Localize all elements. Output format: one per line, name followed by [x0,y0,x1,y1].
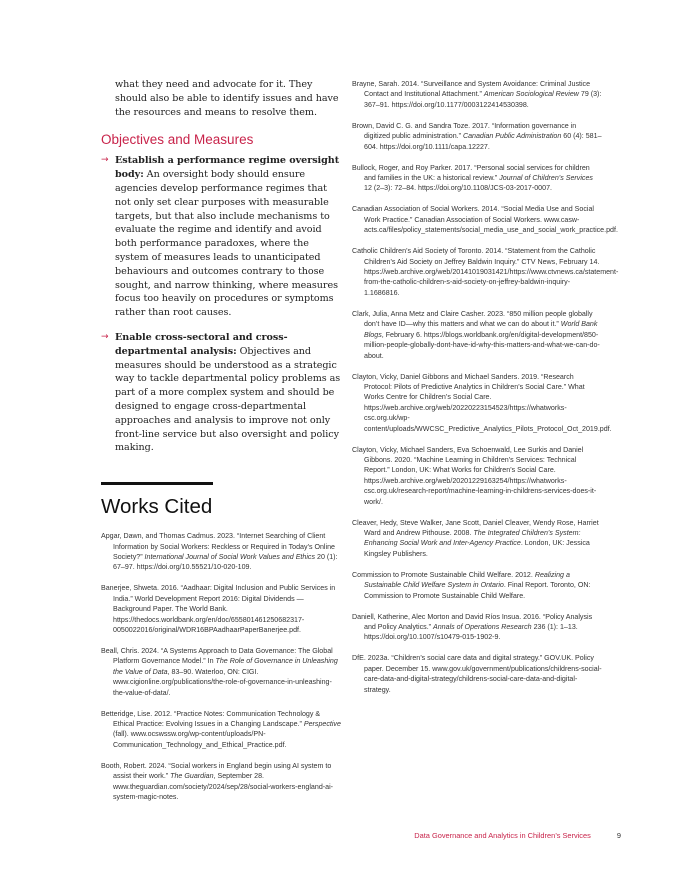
reference-item [352,121,602,152]
bullet-title: Enable cross-sectoral and cross-departmental analysis: [115,331,288,357]
objectives-heading: Objectives and Measures [101,132,254,148]
ref-italic: World Bank Blogs [364,320,598,339]
objective-bullet [101,154,341,320]
reference-item [352,309,602,361]
reference-item [101,583,341,635]
ref-text: DfE. 2023a. “Children’s social care data and digital strategy.” GOV.UK. Policy paper. December 15. www.gov.uk/government/publications/childrens-social-care-data-and-digital-strategy/childrens-social-care-data-and-digital-strategy. [352,654,602,694]
arrow-right-icon: → [101,155,109,166]
ref-italic: The Guardian [170,772,214,781]
right-column [352,79,619,706]
ref-text: Cleaver, Hedy, Steve Walker, Jane Scott, Daniel Cleaver, Wendy Rose, Harriet Ward and Andrew Pithouse. 2008. [352,518,599,537]
reference-item [352,79,602,110]
ref-text: Clark, Julia, Anna Metz and Claire Casher. 2023. “850 million people globally don’t have ID—why this matters and what we can do about it.” [352,309,593,329]
left-column [101,78,341,813]
ref-italic: Realizing a Sustainable Child Welfare System in Ontario [364,570,570,590]
ref-text: Booth, Robert. 2024. “Social workers in England begin using AI system to assist their work.” [101,761,332,781]
bullet-title: Establish a performance regime oversight body: [115,155,340,181]
reference-item [352,246,619,298]
reference-item [101,646,341,698]
ref-text: Daniell, Katherine, Alec Morton and David Ríos Insua. 2016. “Policy Analysis and Policy Analytics.” [352,612,593,631]
ref-italic: Perspective [303,720,341,728]
reference-item [352,612,602,643]
ref-italic: International Journal of Social Work Values and Ethics [144,552,316,561]
ref-italic: Annals of Operations Research [433,623,532,631]
objective-bullet [101,331,341,455]
reference-item [352,372,612,434]
page-number: 9 [616,831,621,840]
ref-text: Commission to Promote Sustainable Child Welfare. 2012. [352,570,535,579]
ref-text: 236 (1): 1–13. https://doi.org/10.1007/s10479-015-1902-9. [364,623,578,642]
arrow-right-icon: → [101,331,109,342]
bullet-text: Objectives and measures should be understood as a strategic way to tackle departmental policy problems as part of a more complex system and should be designed to engage cross-departmental approaches and analysis to improve not only front-line service but also oversight and policy making. [115,345,341,454]
ref-text: . London, UK: Jessica Kingsley Publishers. [364,539,590,558]
reference-item [352,445,602,507]
footer-title: Data Governance and Analytics in Children’s Services [414,831,591,840]
section-divider [101,482,213,485]
page-footer [414,831,621,840]
reference-item [101,531,341,573]
ref-text: Banerjee, Shweta. 2016. “Aadhaar: Digital Inclusion and Public Services in India.” World Development Report 2016: Digital Dividends — Background Paper. The World Bank. https://thedocs.worldbank.org/en/doc/655801461250682317-0050022016/original/WDR16BPAadhaarPaperBanerjee.pdf. [101,584,336,634]
reference-item [352,163,602,194]
works-cited-title: Works Cited [101,495,213,519]
ref-text: , 83–90. Waterloo, ON: CIGI. www.cigionline.org/publications/the-role-of-governance-in-unleashing-the-value-of-data/. [113,667,332,697]
ref-italic: American Sociological Review [483,90,579,99]
reference-item [101,709,341,751]
reference-item [352,204,618,235]
intro-paragraph: what they need and advocate for it. They should also be able to identify issues and have the resources and means to resolve them. [115,79,339,118]
ref-text: , February 6. https://blogs.worldbank.org/en/digital-development/850-million-people-globally-dont-have-id-why-this-matters-and-what-we-can-do-about. [364,330,600,360]
ref-text: Canadian Association of Social Workers. 2014. “Social Media Use and Social Work Practice.” Canadian Association of Social Workers. www.casw-acts.ca/files/policy_statements/social_media_use_and_social_work_practice.pdf. [352,205,618,235]
ref-text: Apgar, Dawn, and Thomas Cadmus. 2023. “Internet Searching of Client Information by Social Workers: Reckless or Required in Today’s Online Society?” [101,532,335,561]
left-references [101,531,341,802]
ref-text: Bullock, Roger, and Roy Parker. 2017. “Personal social services for children and families in the UK: a historical review.” [352,163,590,183]
ref-text: 12 (2–3): 72–84. https://doi.org/10.1108/JCS-03-2017-0007. [364,184,552,193]
reference-item [101,761,341,803]
ref-italic: Canadian Public Administration [462,132,562,141]
ref-text: , September 28. www.theguardian.com/society/2024/sep/28/social-workers-england-ai-system-magic-notes. [113,772,334,802]
reference-item [352,570,602,601]
ref-italic: The Role of Governance in Unleashing the Value of Data [113,657,338,676]
ref-text: Brayne, Sarah. 2014. “Surveillance and System Avoidance: Criminal Justice Contact and Institutional Attachment.” [352,80,591,99]
ref-italic: Journal of Children’s Services [499,174,593,183]
ref-italic: The Integrated Children’s System: Enhancing Social Work and Inter-Agency Practice [364,528,581,548]
ref-text: . Final Report. Toronto, ON: Commission to Promote Sustainable Child Welfare. [364,581,591,600]
ref-text: 20 (1): 67–97. https://doi.org/10.55521/10-020-109. [113,552,338,572]
reference-item [352,518,602,560]
ref-text: Catholic Children’s Aid Society of Toronto. 2014. “Statement from the Catholic Children’s Aid Society on Jeffrey Baldwin Inquiry.” CTV News, February 14. https://web.archive.org/web/20141019031421/https://www.ctvnews.ca/statement-from-the-catholic-children-s-aid-society-on-jeffrey-baldwin-inquiry-1.1686816. [352,247,619,297]
bullet-text: An oversight body should ensure agencies develop performance regimes that not only set clear purposes with measurable targets, but that also include mechanisms to evaluate the regime and identify and avoid both performance paradoxes, where the system of measures leads to unanticipated behaviours and outcomes contrary to those sought, and narrow thinking, where measures focus too heavily on procedures or symptoms rather than root causes. [115,169,338,319]
ref-text: 79 (3): 367–91. https://doi.org/10.1177/0003122414530398. [364,90,602,109]
ref-text: Betteridge, Lise. 2012. “Practice Notes: Communication Technology & Ethical Practice: Evolving Issues in a Changing Landscape.” [101,709,321,728]
ref-text: Beall, Chris. 2024. “A Systems Approach to Data Governance: The Global Platform Governance Model.” In [101,646,333,666]
ref-text: Brown, David C. G. and Sandra Toze. 2017. “Information governance in digitized public administration.” [352,121,577,141]
ref-text: Clayton, Vicky, Daniel Gibbons and Michael Sanders. 2019. “Research Protocol: Pilots of Predictive Analytics in Children’s Social Care.” What Works Centre for Children’s Social Care. https://web.archive.org/web/20220223154523/https://whatworks-csc.org.uk/wp-content/uploads/WWCSC_Predictive_Analytics_Pilots_Protocol_Oct_2019.pdf. [352,372,612,433]
reference-item [352,653,602,695]
ref-text: 60 (4): 581–604. https://doi.org/10.1111/capa.12227. [364,132,602,151]
ref-text: (fall). www.ocswssw.org/wp-content/uploads/PN-Communication_Technology_and_Ethical_Practice.pdf. [113,730,287,749]
ref-text: Clayton, Vicky, Michael Sanders, Eva Schoenwald, Lee Surkis and Daniel Gibbons. 2020. “Machine Learning in Children’s Services: Technical Report.” London, UK: What Works for Children’s Social Care. https://web.archive.org/web/20201229163254/https://whatworks-csc.org.uk/research-report/machine-learning-in-childrens-services-does-it-work/. [352,445,597,506]
